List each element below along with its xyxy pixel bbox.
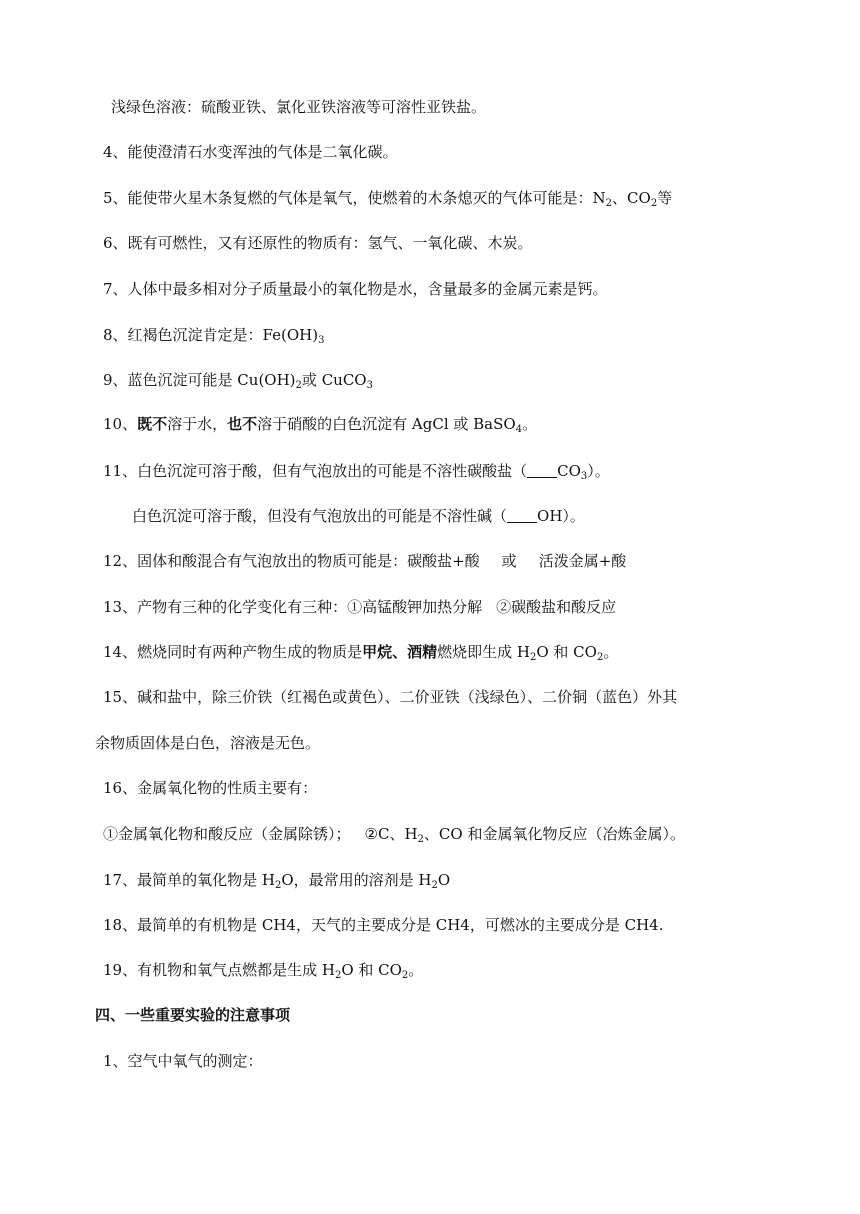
subscript: 2 (295, 380, 302, 391)
text-segment: ②C、H (364, 825, 418, 843)
subscript: 3 (318, 335, 325, 346)
text-line-19 (103, 960, 423, 980)
subscript: 3 (366, 380, 373, 391)
text-segment: CO (557, 462, 581, 480)
text-line-4: 4、能使澄清石水变浑浊的气体是二氧化碳。 (103, 143, 398, 161)
text-segment: 。 (522, 415, 538, 433)
bold-text: 既不 (137, 415, 168, 433)
text-line-8 (103, 325, 324, 345)
text-segment: O，最常用的溶剂是 H (281, 871, 432, 889)
text-line-ferrous-solution: 浅绿色溶液：硫酸亚铁、氯化亚铁溶液等可溶性亚铁盐。 (111, 98, 487, 116)
subscript: 4 (515, 424, 523, 435)
text-segment: 9、蓝色沉淀可能是 Cu(OH) (103, 371, 296, 389)
subscript: 2 (274, 880, 282, 891)
text-line-experiment-1: 1、空气中氧气的测定： (103, 1052, 263, 1070)
text-line-7: 7、人体中最多相对分子质量最小的氧化物是水，含量最多的金属元素是钙。 (103, 280, 608, 298)
text-line-17 (103, 870, 450, 890)
text-line-6: 6、既有可燃性，又有还原性的物质有：氢气、一氧化碳、木炭。 (103, 234, 533, 252)
text-line-16-details (103, 824, 685, 844)
subscript: 2 (417, 834, 424, 845)
fill-in-blank (527, 463, 557, 478)
text-segment: 12、固体和酸混合有气泡放出的物质可能是：碳酸盐+酸 (103, 552, 480, 570)
text-segment: 燃烧即生成 H (437, 643, 530, 661)
text-segment: 溶于水， (167, 415, 228, 433)
text-segment: O 和 CO (536, 643, 597, 661)
text-segment: 或 (501, 552, 517, 570)
text-segment: 19、有机物和氧气点燃都是生成 H (103, 961, 335, 979)
bold-text: 也不 (227, 415, 258, 433)
subscript: 2 (605, 198, 613, 209)
subscript: 3 (580, 471, 588, 482)
text-line-14 (103, 642, 618, 662)
text-segment: 5、能使带火星木条复燃的气体是氧气，使燃着的木条熄灭的气体可能是：N (103, 189, 606, 207)
text-segment: O (437, 871, 451, 889)
text-segment: ①金属氧化物和酸反应（金属除锈）； (103, 825, 351, 843)
bold-text: 甲烷、酒精 (362, 643, 438, 661)
subscript: 2 (596, 652, 604, 663)
text-segment: 10、 (103, 415, 138, 433)
text-segment: 。 (603, 643, 619, 661)
text-line-16: 16、金属氧化物的性质主要有： (103, 779, 318, 797)
text-line-10 (103, 414, 537, 434)
text-segment: 或 CuCO (301, 371, 367, 389)
text-line-11 (103, 461, 610, 481)
text-segment: 17、最简单的氧化物是 H (103, 871, 275, 889)
text-line-11-continued (132, 506, 585, 526)
text-line-12 (103, 551, 626, 571)
text-segment: ）。 (587, 462, 610, 480)
text-segment: 11、白色沉淀可溶于酸，但有气泡放出的可能是不溶性碳酸盐（ (103, 462, 528, 480)
text-segment: 14、燃烧同时有两种产物生成的物质是 (103, 643, 363, 661)
subscript: 2 (650, 198, 658, 209)
text-segment: 8、红褐色沉淀肯定是：Fe(OH) (103, 326, 319, 344)
text-line-15-continued: 余物质固体是白色，溶液是无色。 (95, 734, 321, 752)
subscript: 2 (334, 970, 342, 981)
text-segment: OH）。 (537, 507, 585, 525)
text-line-15: 15、碱和盐中，除三价铁（红褐色或黄色）、二价亚铁（浅绿色）、二价铜（蓝色）外其 (103, 688, 678, 706)
text-segment: 溶于硝酸的白色沉淀有 AgCl 或 BaSO (257, 415, 516, 433)
subscript: 2 (431, 880, 438, 891)
text-line-9 (103, 370, 373, 390)
text-segment: 等 (657, 189, 673, 207)
subscript: 2 (529, 652, 537, 663)
text-segment: 13、产物有三种的化学变化有三种：①高锰酸钾加热分解 (103, 598, 483, 616)
text-segment: O 和 CO (341, 961, 402, 979)
text-line-13 (103, 597, 616, 617)
text-segment: 、CO (612, 189, 651, 207)
text-segment: 。 (408, 961, 424, 979)
text-segment: 白色沉淀可溶于酸，但没有气泡放出的可能是不溶性碱（ (132, 507, 508, 525)
section-heading: 四、一些重要实验的注意事项 (95, 1006, 291, 1024)
text-line-18: 18、最简单的有机物是 CH4，天气的主要成分是 CH4，可燃冰的主要成分是 CH4. (103, 916, 664, 934)
text-segment: 、CO 和金属氧化物反应（冶炼金属）。 (423, 825, 685, 843)
subscript: 2 (401, 970, 409, 981)
text-line-5 (103, 188, 672, 208)
text-segment: 活泼金属+酸 (538, 552, 627, 570)
text-segment: ②碳酸盐和酸反应 (496, 598, 617, 616)
fill-in-blank (507, 508, 537, 523)
